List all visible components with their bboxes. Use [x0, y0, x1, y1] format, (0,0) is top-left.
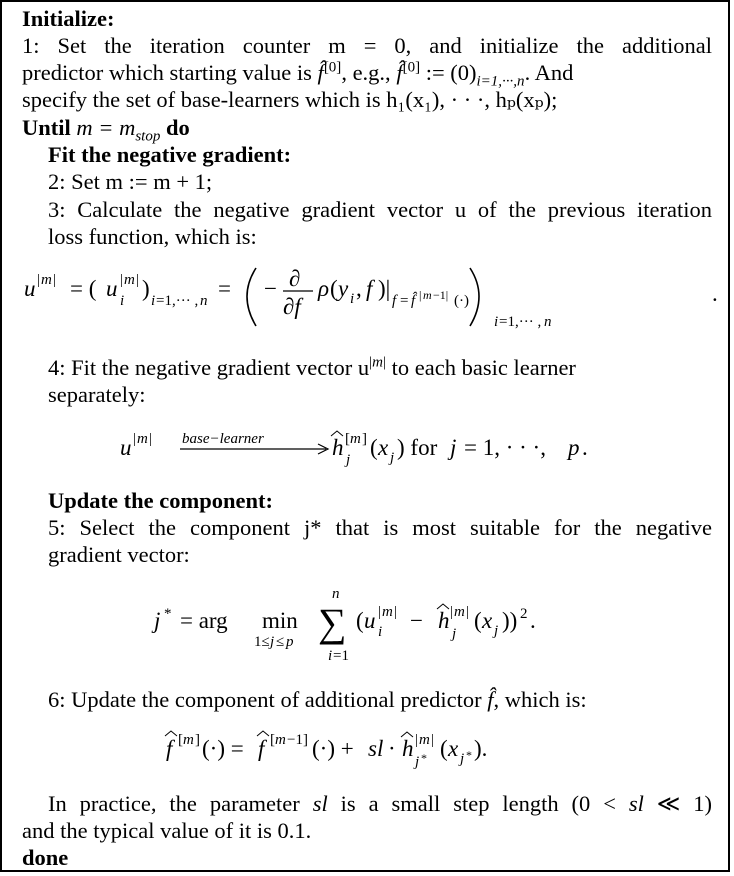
- gradient-equation-svg: [24, 264, 724, 336]
- svg-text:m: m: [183, 732, 194, 748]
- step3-line1: 3: Calculate the negative gradient vector u of the previous iteration: [48, 197, 712, 222]
- until-line: [22, 114, 190, 145]
- svg-text:j: j: [450, 435, 457, 460]
- svg-text:·: ·: [388, 736, 396, 761]
- svg-text:.: .: [582, 435, 588, 460]
- svg-text:h: h: [438, 608, 450, 633]
- svg-text:|: |: [431, 732, 435, 748]
- svg-text:i: i: [120, 293, 125, 309]
- done-keyword: done: [22, 845, 69, 870]
- svg-text:(: (: [474, 608, 482, 633]
- fit-heading: Fit the negative gradient:: [48, 142, 292, 167]
- svg-text:*: *: [164, 606, 172, 622]
- svg-text:f̂: f̂: [411, 293, 416, 309]
- svg-text:x: x: [482, 608, 493, 633]
- svg-text:(: (: [440, 736, 448, 761]
- svg-text:n: n: [544, 314, 552, 330]
- svg-text:n: n: [332, 586, 340, 602]
- svg-text:j: j: [346, 452, 351, 468]
- svg-text:f: f: [166, 736, 173, 761]
- svg-text:(: (: [356, 608, 364, 633]
- svg-text:j: j: [154, 608, 161, 633]
- svg-text:= arg: = arg: [180, 608, 228, 633]
- svg-text:h: h: [402, 736, 414, 761]
- svg-text:−: −: [264, 276, 277, 301]
- sl-symbol-2: sl: [628, 791, 644, 816]
- svg-text:|: |: [415, 732, 419, 748]
- svg-text:u: u: [24, 276, 36, 301]
- svg-text:f: f: [366, 276, 373, 301]
- step3-line2: loss function, which is:: [48, 224, 257, 249]
- svg-text:=: =: [400, 293, 409, 309]
- svg-text:m: m: [137, 431, 148, 447]
- step2-text: 2: Set m := m + 1;: [48, 169, 213, 194]
- step1-line2-b: , e.g.,: [341, 60, 391, 85]
- svg-text:|: |: [120, 272, 124, 288]
- svg-text:h: h: [332, 435, 344, 460]
- svg-text:)): )): [502, 608, 518, 633]
- svg-text:−1|: −1|: [433, 288, 449, 302]
- svg-text:x: x: [448, 736, 459, 761]
- update-equation-svg: [162, 724, 602, 774]
- practice-line1-a: In practice, the parameter: [48, 791, 300, 816]
- practice-line1-c: ≪ 1): [656, 791, 713, 816]
- step4-line1-a: 4: Fit the negative gradient vector u: [48, 355, 370, 380]
- svg-text:m: m: [124, 272, 135, 288]
- initialize-heading: Initialize:: [22, 6, 115, 31]
- svg-text:(·) +: (·) +: [312, 736, 354, 761]
- svg-text:x: x: [378, 435, 389, 460]
- svg-text:|: |: [37, 272, 41, 288]
- svg-text:m: m: [454, 604, 465, 620]
- svg-text:|: |: [450, 604, 454, 620]
- f-hat-symbol-2: f̂: [396, 60, 403, 85]
- step6-line1-a: 6: Update the component of additional predictor: [48, 687, 482, 712]
- svg-text:|: |: [136, 272, 140, 288]
- step4-line1: 4: Fit the negative gradient vector $u^{|m|}$ to each basic learner: [48, 354, 576, 380]
- svg-text:i: i: [151, 293, 156, 309]
- svg-text:i: i: [328, 648, 333, 664]
- svg-text:j: j: [460, 751, 465, 767]
- until-keyword: Until: [22, 115, 71, 140]
- svg-text:=: =: [218, 276, 231, 301]
- do-keyword: do: [165, 115, 190, 140]
- svg-text:−1]: −1]: [287, 732, 308, 748]
- update-equation: [162, 724, 602, 774]
- f-hat-symbol: f̂: [317, 60, 324, 85]
- svg-text:|: |: [149, 431, 153, 447]
- svg-text:=1,··· ,: =1,··· ,: [156, 293, 199, 309]
- svg-text:*: *: [421, 751, 427, 765]
- svg-text:|: |: [394, 604, 398, 620]
- svg-text:2: 2: [520, 606, 528, 622]
- svg-text:(: (: [370, 435, 378, 460]
- svg-text:= 1, · · ·,: = 1, · · ·,: [464, 435, 546, 460]
- svg-text:*: *: [466, 748, 472, 762]
- svg-text:m: m: [350, 431, 361, 447]
- step6-line1: [48, 686, 587, 713]
- svg-text:min: min: [262, 608, 298, 633]
- svg-text:]: ]: [362, 431, 367, 447]
- svg-text:.: .: [530, 608, 536, 633]
- svg-text:m: m: [41, 272, 52, 288]
- svg-text:(: (: [330, 276, 338, 301]
- svg-text:∂: ∂: [289, 266, 301, 291]
- svg-text:,: ,: [356, 276, 362, 301]
- svg-text:u: u: [106, 276, 118, 301]
- svg-text:[: [: [178, 732, 183, 748]
- svg-text:sl: sl: [368, 736, 384, 761]
- step1-line2-c: := (0): [425, 60, 477, 85]
- argmin-equation-svg: [150, 582, 610, 672]
- step1-line2: predictor which starting value is f̂[0], e.g., f̂[0] := $(0)_{i=1,\cdot\cdot\cdot,n}$. And: [22, 59, 574, 90]
- svg-text:) for: ) for: [397, 435, 438, 460]
- step5-line1: 5: Select the component j* that is most suitable for the negative: [48, 515, 712, 540]
- svg-text:m: m: [275, 732, 286, 748]
- svg-text:y: y: [338, 276, 349, 301]
- svg-text:−: −: [410, 608, 423, 633]
- svg-text:m: m: [382, 604, 393, 620]
- svg-text:j: j: [494, 623, 499, 639]
- svg-text:m: m: [423, 288, 432, 302]
- svg-text:.: .: [712, 281, 718, 306]
- svg-text:p: p: [286, 634, 294, 650]
- svg-text:≤: ≤: [276, 634, 285, 650]
- svg-text:j: j: [452, 626, 457, 642]
- step5-line2: gradient vector:: [48, 542, 190, 567]
- svg-text:=1: =1: [333, 648, 349, 664]
- sl-symbol: sl: [312, 791, 328, 816]
- svg-text:|: |: [53, 272, 57, 288]
- svg-text:∂f: ∂f: [283, 294, 301, 319]
- practice-line1: [48, 790, 712, 817]
- step1-line2-sub: i=1,···,n: [476, 73, 525, 90]
- svg-text:n: n: [200, 293, 208, 309]
- svg-text:m: m: [419, 732, 430, 748]
- svg-text:|: |: [133, 431, 137, 447]
- gradient-equation: [24, 264, 724, 336]
- svg-text:u: u: [364, 608, 376, 633]
- svg-text:u: u: [120, 435, 132, 460]
- step1-line2-a: predictor which starting value is: [22, 60, 312, 85]
- svg-text:): ): [142, 276, 150, 301]
- until-condition: m = m: [76, 115, 136, 140]
- svg-text:)|: )|: [378, 276, 391, 301]
- svg-text:j: j: [270, 634, 275, 650]
- until-sub: stop: [135, 128, 161, 145]
- svg-text:ρ: ρ: [318, 276, 330, 301]
- svg-text:).: ).: [474, 736, 488, 761]
- svg-text:f: f: [258, 736, 265, 761]
- svg-text:base−learner: base−learner: [182, 431, 264, 447]
- base-learner-equation-svg: [120, 422, 640, 472]
- svg-text:[: [: [345, 431, 350, 447]
- step4-line2: separately:: [48, 382, 146, 407]
- step4-line1-b: to each basic learner: [391, 355, 576, 380]
- practice-line1-b: is a small step length (0 <: [340, 791, 616, 816]
- step1-line1: 1: Set the iteration counter m = 0, and initialize the additional: [22, 33, 712, 58]
- argmin-equation: [150, 582, 610, 672]
- practice-line2: and the typical value of it is 0.1.: [22, 818, 312, 843]
- f-hat-symbol-3: f̂: [487, 687, 494, 712]
- svg-text:j: j: [390, 450, 395, 466]
- svg-text:= (: = (: [70, 276, 97, 301]
- svg-text:[: [: [270, 732, 275, 748]
- svg-text:j: j: [415, 754, 420, 770]
- svg-text:(·): (·): [454, 293, 469, 309]
- svg-text:(·) =: (·) =: [202, 736, 244, 761]
- step1-line2-d: . And: [524, 60, 574, 85]
- step1-line3: specify the set of base-learners which is h₁(x₁), · · ·, hₚ(xₚ);: [22, 87, 558, 112]
- svg-text:]: ]: [195, 732, 200, 748]
- svg-text:∑: ∑: [318, 600, 347, 645]
- svg-text:i: i: [494, 314, 499, 330]
- svg-text:p: p: [568, 435, 580, 460]
- svg-text:|: |: [419, 288, 422, 302]
- svg-text:=1,··· ,: =1,··· ,: [499, 314, 542, 330]
- svg-text:1≤: 1≤: [254, 634, 270, 650]
- svg-text:|: |: [466, 604, 470, 620]
- update-heading: Update the component:: [48, 488, 273, 513]
- svg-text:i: i: [378, 624, 383, 640]
- svg-text:|: |: [378, 604, 382, 620]
- svg-text:f: f: [392, 293, 397, 309]
- base-learner-equation: [120, 422, 640, 472]
- step6-line1-b: , which is:: [493, 687, 587, 712]
- svg-text:i: i: [350, 291, 355, 307]
